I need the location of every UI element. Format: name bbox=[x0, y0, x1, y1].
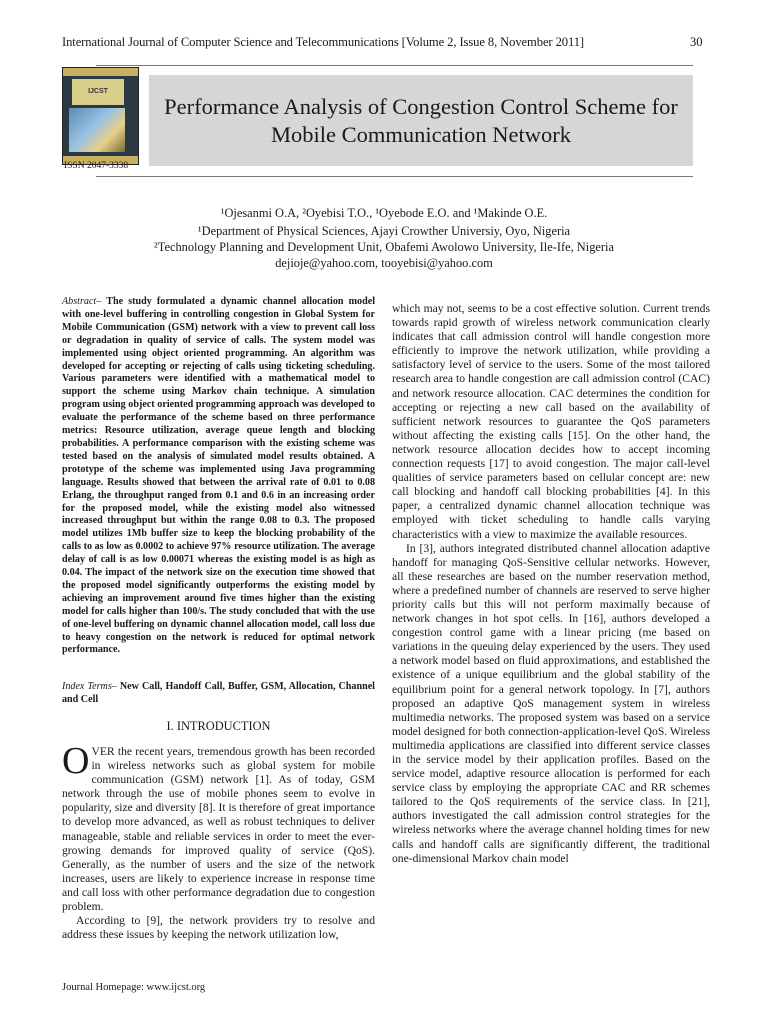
intro-paragraph-1: VER the recent years, tremendous growth has been recorded in wireless networks such as global system for mobile communication (GSM) network [1]. As of today, GSM network through the use of mobile phones seem to evolve in popularity, size and diversity [8]. It is therefore of great importance to develop more advanced, as well as robust techniques to deliver manageable, stable and reliable services in order to meet the ever-growing demands for improved quality of service (QoS). Generally, as the number of users and the size of the network increases, users are likely to experience increase in response time and call loss with other performance degradation due to congestion problem. bbox=[62, 745, 375, 914]
running-header: International Journal of Computer Science and Telecommunications [Volume 2, Issue 8, November 2011] bbox=[62, 35, 584, 49]
journal-logo: IJCST bbox=[72, 79, 124, 105]
right-paragraph-2: In [3], authors integrated distributed channel allocation adaptive handoff for managing QoS-Sensitive cellular networks. However, all these researches are based on the number reservation method, where a predefined number of channels are reserved to serve higher priority calls but this will not perform maximally because of network changes in hot spot cells. In [16], authors developed a congestion control game with a linear pricing (me based on variations in the queuing delay experienced by the users. They used a network model based on fluid approximations, and established the existence of a unique equilibrium and the global stability of the equilibrium point for a general network topology. In [7], authors proposed an adaptive QoS management system in wireless multimedia networks. The proposed system was based on a service model designed for both connection-application-level QoS. Wireless multimedia applications are classified into different service classes in the service model by their application profiles. Based on the service model, adaptive resource allocation is performed for each service class by employing the appropriate CAC and RR schemes tailored to the QoS requirements of the service class. In [21], authors investigated the call admission control strategies for the wireless networks where the average channel holding times for new calls and handoff calls are significantly different, the traditional one-dimensional Markov chain model bbox=[392, 541, 710, 865]
author-emails: dejioje@yahoo.com, tooyebisi@yahoo.com bbox=[275, 256, 493, 270]
journal-cover-image bbox=[62, 67, 139, 165]
title-rule bbox=[96, 176, 693, 177]
section-heading: I. INTRODUCTION bbox=[166, 719, 271, 733]
issn-label: ISSN 2047-3338 bbox=[64, 161, 129, 171]
index-terms bbox=[62, 681, 375, 707]
intro-paragraph-2: According to [9], the network providers try to resolve and address these issues by keeping the network utilization low, bbox=[62, 914, 375, 942]
introduction-text bbox=[62, 740, 375, 942]
affiliation-1: ¹Department of Physical Sciences, Ajayi Crowther Universiy, Oyo, Nigeria bbox=[197, 224, 571, 238]
page-number: 30 bbox=[690, 35, 703, 49]
affiliation-2: ²Technology Planning and Development Unit, Obafemi Awolowo University, Ile-Ife, Nigeria bbox=[154, 240, 614, 254]
abstract-label: Abstract– bbox=[62, 296, 102, 307]
right-paragraph-1: which may not, seems to be a cost effective solution. Current trends towards rapid growth of wireless network communication clearly indicates that call admission control will handle congestion more efficiently to improve the network utilization, while providing a satisfactory level of service to the users. Some of the most tailored research area to handle congestion are call admission control (CAC) and network resource allocation. CAC determines the condition for accepting or rejecting a new call based on the availability of sufficient network resources to guarantee the QoS parameters without affecting the existing calls [15]. On the other hand, the network resource allocation decides how to accept incoming connection requests [17] to avoid congestion. The major call-level qualities of service parameters based on cellular concept are: new call blocking and handoff call blocking probabilities [4]. In this paper, a centralized dynamic channel allocation technique was employed with ticket scheduling to handle calls varying characteristics with a view to maximize the available resources. bbox=[392, 302, 710, 541]
header-rule bbox=[96, 65, 693, 66]
right-column bbox=[392, 302, 710, 866]
index-terms-text: New Call, Handoff Call, Buffer, GSM, Allocation, Channel and Cell bbox=[62, 681, 375, 705]
abstract bbox=[62, 296, 375, 657]
drop-cap: O bbox=[62, 740, 90, 782]
author-names: ¹Ojesanmi O.A, ²Oyebisi T.O., ¹Oyebode E.O. and ¹Makinde O.E. bbox=[220, 206, 548, 220]
paper-title: Performance Analysis of Congestion Control Scheme for Mobile Communication Network bbox=[149, 75, 693, 166]
abstract-text: The study formulated a dynamic channel allocation model with one-level buffering in controlling congestion in Global System for Mobile Communication (GSM) network with a view to prevent call loss or degradation in quality of service of calls. The system model was implemented using object oriented programming. An algorithm was developed for accepting or rejecting of calls using ticketing scheduling. Various parameters were identified with a mathematical model to support the scheme using Markov chain technique. A simulation program using object oriented programming approach was developed to evaluate the performance of the scheme based on three performance metrics: Resource utilization, average queue length and blocking probabilities. A performance comparison with the existing scheme was tested based on the analysis of simulated model results obtained. A prototype of the scheme was implemented using Java programming language. Results showed that between the arrival rate of 0.01 to 0.08 Erlang, the throughput ranged from 0.1 and 0.6 in an increasing order for the proposed model, while the existing model also witnessed increased throughput but within the range 0.08 to 0.3. The proposed model utilizes 1Mb buffer size to keep the blocking probability of the calls to as low as 0.0002 to achieve 97% resource utilization. The average delay of call is as low 0.00071 whereas the existing model is as high as 0.04. The impact of the network size on the execution time showed that the proposed model significantly outperforms the existing model by achieving an improvement around five times higher than the existing model for calls higher than 100/s. The study concluded that with the use of one-level buffering on dynamic channel allocation model, call loss due to heavy congestion on the network is reduced for optimal network performance. bbox=[62, 296, 375, 656]
footer-homepage: Journal Homepage: www.ijcst.org bbox=[62, 982, 206, 993]
index-terms-label: Index Terms– bbox=[62, 681, 117, 692]
